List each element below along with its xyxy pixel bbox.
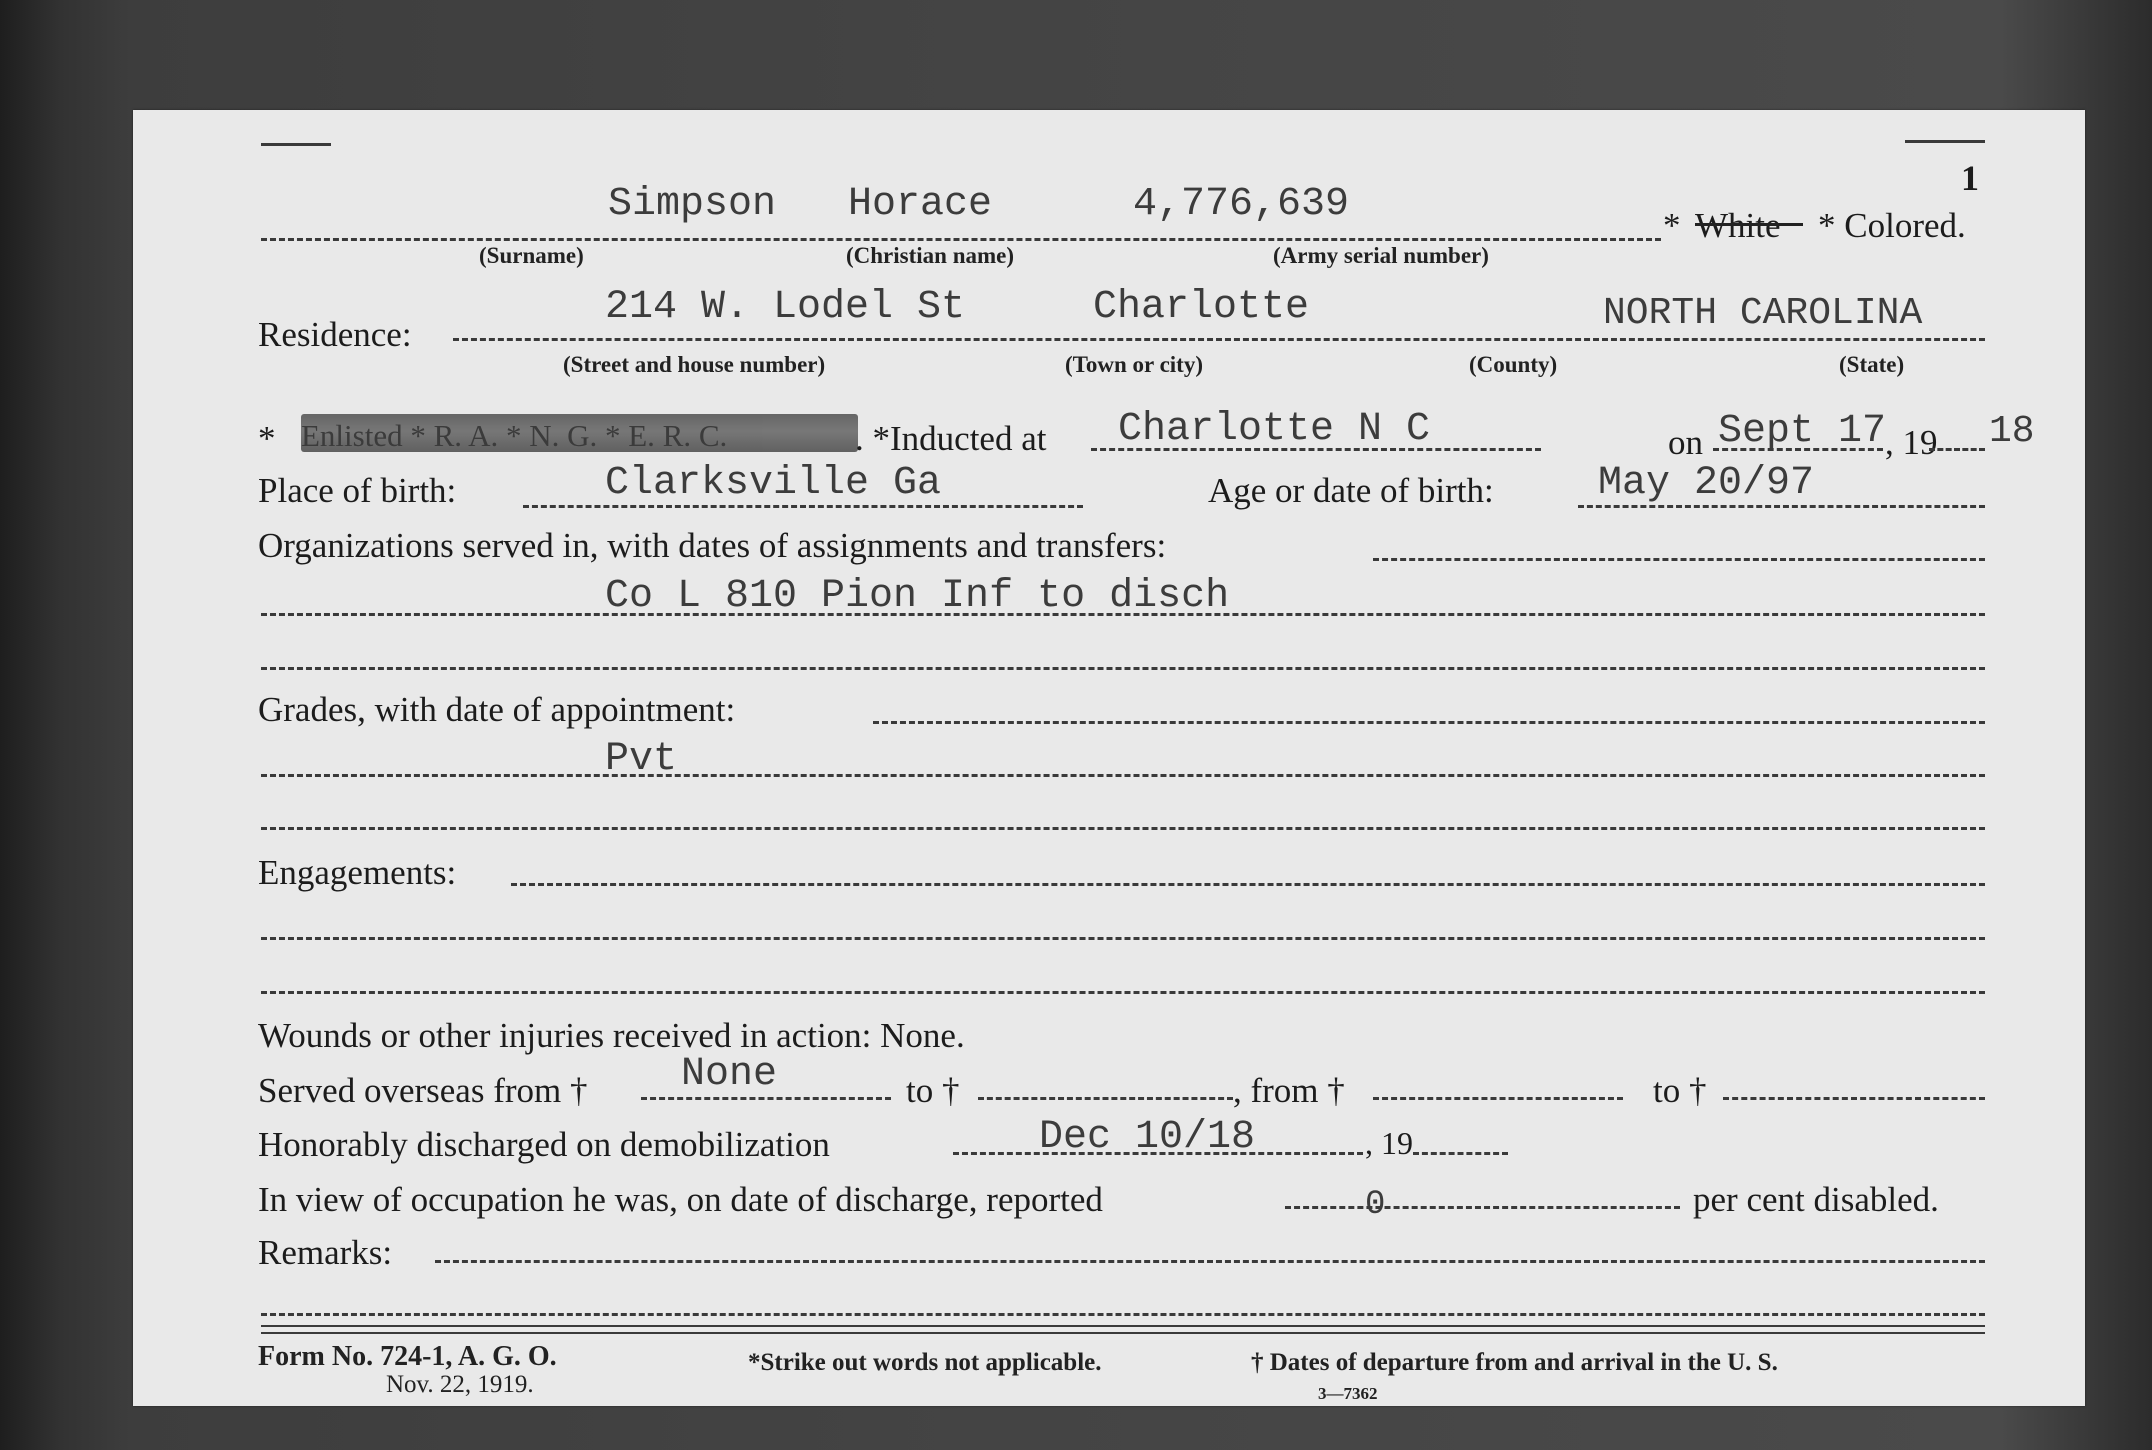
remarks-label: Remarks: bbox=[258, 1233, 393, 1272]
organizations-value: Co L 810 Pion Inf to disch bbox=[605, 574, 1230, 619]
residence-label: Residence: bbox=[258, 315, 412, 354]
christian-name-caption: (Christian name) bbox=[846, 243, 1015, 268]
footer-rule-2 bbox=[261, 1332, 1985, 1334]
top-right-rule bbox=[1905, 140, 1985, 143]
grades-line-3 bbox=[261, 827, 1985, 830]
residence-street: 214 W. Lodel St bbox=[605, 285, 966, 330]
overseas-to-line-2 bbox=[1723, 1097, 1985, 1100]
induction-year-prefix: , 19 bbox=[1885, 423, 1938, 462]
organizations-label: Organizations served in, with dates of assignments and transfers: bbox=[258, 526, 1167, 565]
grades-line-1 bbox=[873, 721, 1985, 724]
town-caption: (Town or city) bbox=[1065, 352, 1203, 377]
overseas-to-label: to † bbox=[906, 1071, 960, 1110]
overseas-from-line bbox=[641, 1097, 891, 1100]
state-caption: (State) bbox=[1839, 352, 1905, 377]
grades-value: Pvt bbox=[605, 737, 678, 782]
disability-value: 0 bbox=[1365, 1186, 1386, 1224]
serial-number-value: 4,776,639 bbox=[1133, 182, 1350, 227]
discharge-year-line bbox=[1413, 1152, 1508, 1155]
dates-note: † Dates of departure from and arrival in the U. S. bbox=[1251, 1349, 1778, 1376]
discharge-date-line bbox=[953, 1152, 1363, 1155]
discharge-label: Honorably discharged on demobilization bbox=[258, 1125, 830, 1164]
record-card bbox=[133, 110, 2085, 1406]
footer-rule-1 bbox=[261, 1325, 1985, 1327]
remarks-line-1 bbox=[435, 1260, 1985, 1263]
residence-line bbox=[453, 338, 1985, 341]
name-line bbox=[261, 238, 1661, 241]
organizations-line-3 bbox=[261, 667, 1985, 670]
place-of-birth-line bbox=[523, 505, 1083, 508]
overseas-to-label-2: to † bbox=[1653, 1071, 1707, 1110]
printer-code: 3—7362 bbox=[1318, 1384, 1378, 1403]
organizations-line-2 bbox=[261, 613, 1985, 616]
residence-state: NORTH CAROLINA bbox=[1603, 292, 1923, 335]
overseas-from-label-2: , from † bbox=[1233, 1071, 1345, 1110]
engagements-label: Engagements: bbox=[258, 853, 457, 892]
disability-suffix: per cent disabled. bbox=[1693, 1180, 1939, 1219]
induction-year: 18 bbox=[1989, 410, 2035, 453]
race-colored: * Colored. bbox=[1818, 206, 1966, 245]
street-caption: (Street and house number) bbox=[563, 352, 826, 377]
engagements-line-1 bbox=[511, 883, 1985, 886]
redacted-enlisted-text bbox=[301, 414, 858, 452]
on-label: on bbox=[1668, 423, 1703, 462]
form-date: Nov. 22, 1919. bbox=[386, 1371, 534, 1398]
form-number: Form No. 724-1, A. G. O. bbox=[258, 1341, 557, 1372]
inducted-at-label: . *Inducted at bbox=[855, 419, 1047, 458]
card-number: 1 bbox=[1961, 158, 1979, 198]
overseas-to-line bbox=[978, 1097, 1233, 1100]
grades-label: Grades, with date of appointment: bbox=[258, 690, 736, 729]
birth-date-value: May 20/97 bbox=[1598, 461, 1815, 506]
engagements-line-2 bbox=[261, 937, 1985, 940]
organizations-line-1 bbox=[1373, 558, 1985, 561]
surname-caption: (Surname) bbox=[479, 243, 584, 268]
served-overseas-label: Served overseas from † bbox=[258, 1071, 588, 1110]
disability-line bbox=[1285, 1206, 1680, 1209]
inducted-at-line bbox=[1091, 448, 1541, 451]
served-overseas-from-value: None bbox=[681, 1052, 778, 1097]
birth-date-line bbox=[1578, 505, 1985, 508]
induction-date-line bbox=[1713, 448, 1883, 451]
discharge-year-label: , 19 bbox=[1365, 1125, 1413, 1161]
redacted-enlisted-words: Enlisted * R. A. * N. G. * E. R. C. bbox=[301, 418, 728, 453]
overseas-from-line-2 bbox=[1373, 1097, 1623, 1100]
disability-label: In view of occupation he was, on date of discharge, reported bbox=[258, 1180, 1103, 1219]
engagements-line-3 bbox=[261, 991, 1985, 994]
christian-name-value: Horace bbox=[848, 182, 993, 227]
inducted-at-place: Charlotte N C bbox=[1118, 407, 1431, 452]
remarks-line-2 bbox=[261, 1313, 1985, 1316]
induction-star: * bbox=[258, 419, 276, 458]
surname-value: Simpson bbox=[608, 182, 777, 227]
place-of-birth-label: Place of birth: bbox=[258, 471, 457, 510]
grades-line-2 bbox=[261, 774, 1985, 777]
age-label: Age or date of birth: bbox=[1208, 471, 1494, 510]
race-white-marker: * bbox=[1663, 206, 1681, 245]
place-of-birth-value: Clarksville Ga bbox=[605, 461, 942, 506]
discharge-date-value: Dec 10/18 bbox=[1039, 1115, 1256, 1160]
top-left-rule bbox=[261, 143, 331, 146]
induction-date: Sept 17 bbox=[1718, 409, 1887, 454]
race-white-struck: White bbox=[1695, 206, 1781, 245]
strike-note: *Strike out words not applicable. bbox=[748, 1349, 1102, 1376]
white-strikethrough bbox=[1695, 223, 1803, 226]
county-caption: (County) bbox=[1469, 352, 1558, 377]
residence-town: Charlotte bbox=[1093, 285, 1310, 330]
serial-number-caption: (Army serial number) bbox=[1273, 243, 1489, 268]
wounds-text: Wounds or other injuries received in action: None. bbox=[258, 1016, 965, 1055]
induction-year-line bbox=[1929, 448, 1985, 451]
